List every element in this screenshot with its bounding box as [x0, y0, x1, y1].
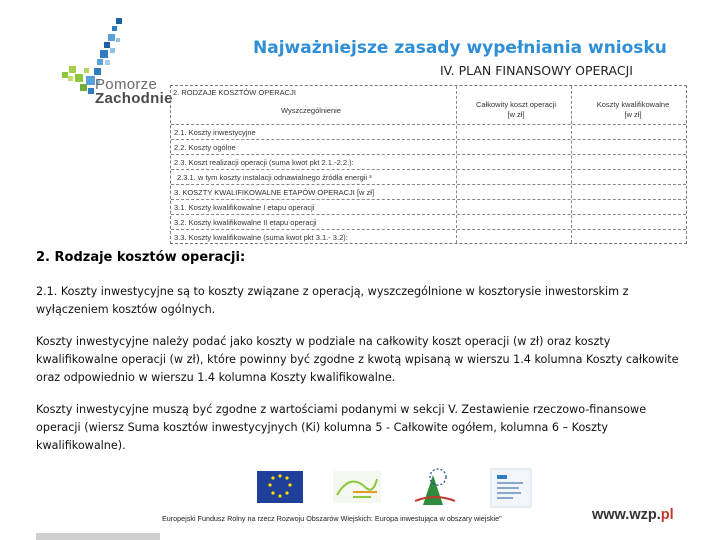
footer-logos [255, 465, 545, 510]
prow-logo-icon [415, 469, 455, 505]
footer-fund-text: Europejski Fundusz Rolny na rzecz Rozwoju Obszarów Wiejskich: Europa inwestująca w obszary wiejskie" [162, 514, 502, 523]
table-row: 2.1. Koszty inwestycyjne [171, 124, 686, 139]
leader-logo-icon [333, 471, 381, 503]
paragraph-consistency: Koszty inwestycyjne muszą być zgodne z wartościami podanymi w sekcji V. Zestawienie rzeczowo-finansowe operacji (wiersz Suma kosztów inwestycyjnych (Ki) kolumna 5 - Całkowite ogółem, kolumna 6 – Koszty kwalifikowalne). [36, 403, 647, 452]
table-row: 3. KOSZTY KWALIFIKOWALNE ETAPÓW OPERACJI [w zł] [171, 184, 686, 199]
column-header-eligible-cost: Koszty kwalifikowalne [w zł] [596, 100, 670, 119]
paragraph-cost-split: Koszty inwestycyjne należy podać jako koszty w podziale na całkowity koszt operacji (w zł) oraz koszty kwalifikowalne operacji (w zł), które powinny być zgodne z kwotą wpisaną w wierszu 1.4 kolumna Koszty całkowite oraz odpowiednio w wierszu 1.4 kolumna Koszty kwalifikowalne. [36, 335, 679, 384]
page-title: Najważniejsze zasady wypełniania wniosku [253, 38, 667, 58]
section-subtitle: IV. PLAN FINANSOWY OPERACJI [440, 63, 633, 78]
table-row: 2.2. Koszty ogólne [171, 139, 686, 154]
logo-text-zachodnie: Zachodnie [95, 90, 173, 107]
column-header-specification: Wyszczególnienie [281, 106, 341, 115]
paragraph-investment-costs: 2.1. Koszty inwestycyjne są to koszty związane z operacją, wyszczególnione w kosztorysie inwestorskim z wyłączeniem kosztów ogólnych. [36, 285, 629, 316]
table-row: 3.2. Koszty kwalifikowalne II etapu operacji [171, 214, 686, 229]
table-row: 3.3. Koszty kwalifikowalne (suma kwot pkt 3.1.- 3.2): [171, 229, 686, 244]
column-header-total-cost: Całkowity koszt operacji [w zł] [475, 100, 557, 119]
rural-development-logo-icon [491, 469, 531, 507]
logo-text-pomorze: Pomorze [95, 76, 158, 93]
table-row: 3.1. Koszty kwalifikowalne I etapu operacji [171, 199, 686, 214]
finance-plan-form [170, 85, 687, 244]
section-heading: 2. Rodzaje kosztów operacji: [36, 250, 246, 265]
table-row: 2.3. Koszt realizacji operacji (suma kwot pkt 2.1.-2.2.): [171, 154, 686, 169]
form-header-label: 2. RODZAJE KOSZTÓW OPERACJI [173, 88, 296, 97]
table-row: 2.3.1. w tym koszty instalacji odnawialnego źródła energii ³ [171, 169, 686, 184]
footer-bar [36, 533, 160, 540]
footer-website-link[interactable]: www.wzp.pl [592, 507, 674, 523]
eu-flag-icon [257, 471, 303, 503]
